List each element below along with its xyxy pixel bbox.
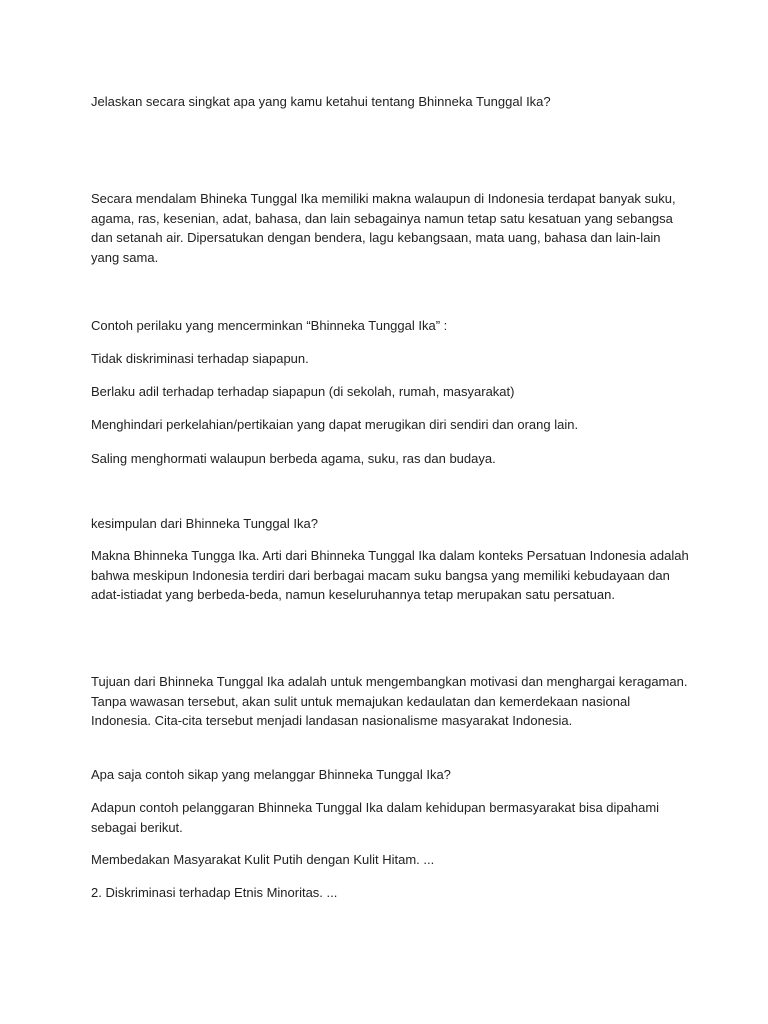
question-3: Apa saja contoh sikap yang melanggar Bhinneka Tunggal Ika? xyxy=(91,767,451,782)
purpose-paragraph: Tujuan dari Bhinneka Tunggal Ika adalah untuk mengembangkan motivasi dan menghargai keragaman. Tanpa wawasan tersebut, akan sulit untuk memajukan kedaulatan dan kemerdekaan nasional Indonesia. Cita-cita tersebut menjadi landasan nasionalisme masyarakat Indonesia. xyxy=(91,674,688,728)
violation-item: Membedakan Masyarakat Kulit Putih dengan Kulit Hitam. ... xyxy=(91,852,435,867)
violation-item: 2. Diskriminasi terhadap Etnis Minoritas. ... xyxy=(91,885,338,900)
answer-3-paragraph: Adapun contoh pelanggaran Bhinneka Tunggal Ika dalam kehidupan bermasyarakat bisa dipahami sebagai berikut. xyxy=(91,800,660,835)
example-item: Menghindari perkelahian/pertikaian yang dapat merugikan diri sendiri dan orang lain. xyxy=(91,417,579,432)
answer-1-paragraph: Secara mendalam Bhineka Tunggal Ika memiliki makna walaupun di Indonesia terdapat banyak suku, agama, ras, kesenian, adat, bahasa, dan lain sebagainya namun tetap satu kesatuan yang sebangsa dan setanah air. Dipersatukan dengan bendera, lagu kebangsaan, mata uang, bahasa dan lain-lain yang sama. xyxy=(91,191,676,265)
example-item: Tidak diskriminasi terhadap siapapun. xyxy=(91,351,309,366)
example-item: Berlaku adil terhadap terhadap siapapun (di sekolah, rumah, masyarakat) xyxy=(91,384,515,399)
question-2: kesimpulan dari Bhinneka Tunggal Ika? xyxy=(91,516,318,531)
question-1: Jelaskan secara singkat apa yang kamu ketahui tentang Bhinneka Tunggal Ika? xyxy=(91,94,551,109)
example-item: Saling menghormati walaupun berbeda agama, suku, ras dan budaya. xyxy=(91,451,496,466)
answer-2-paragraph: Makna Bhinneka Tungga Ika. Arti dari Bhinneka Tunggal Ika dalam konteks Persatuan Indonesia adalah bahwa meskipun Indonesia terdiri dari berbagai macam suku bangsa yang memiliki kebudayaan dan adat-istiadat yang berbeda-beda, namun keseluruhannya tetap merupakan satu persatuan. xyxy=(91,548,689,602)
examples-heading: Contoh perilaku yang mencerminkan “Bhinneka Tunggal Ika” : xyxy=(91,318,448,333)
